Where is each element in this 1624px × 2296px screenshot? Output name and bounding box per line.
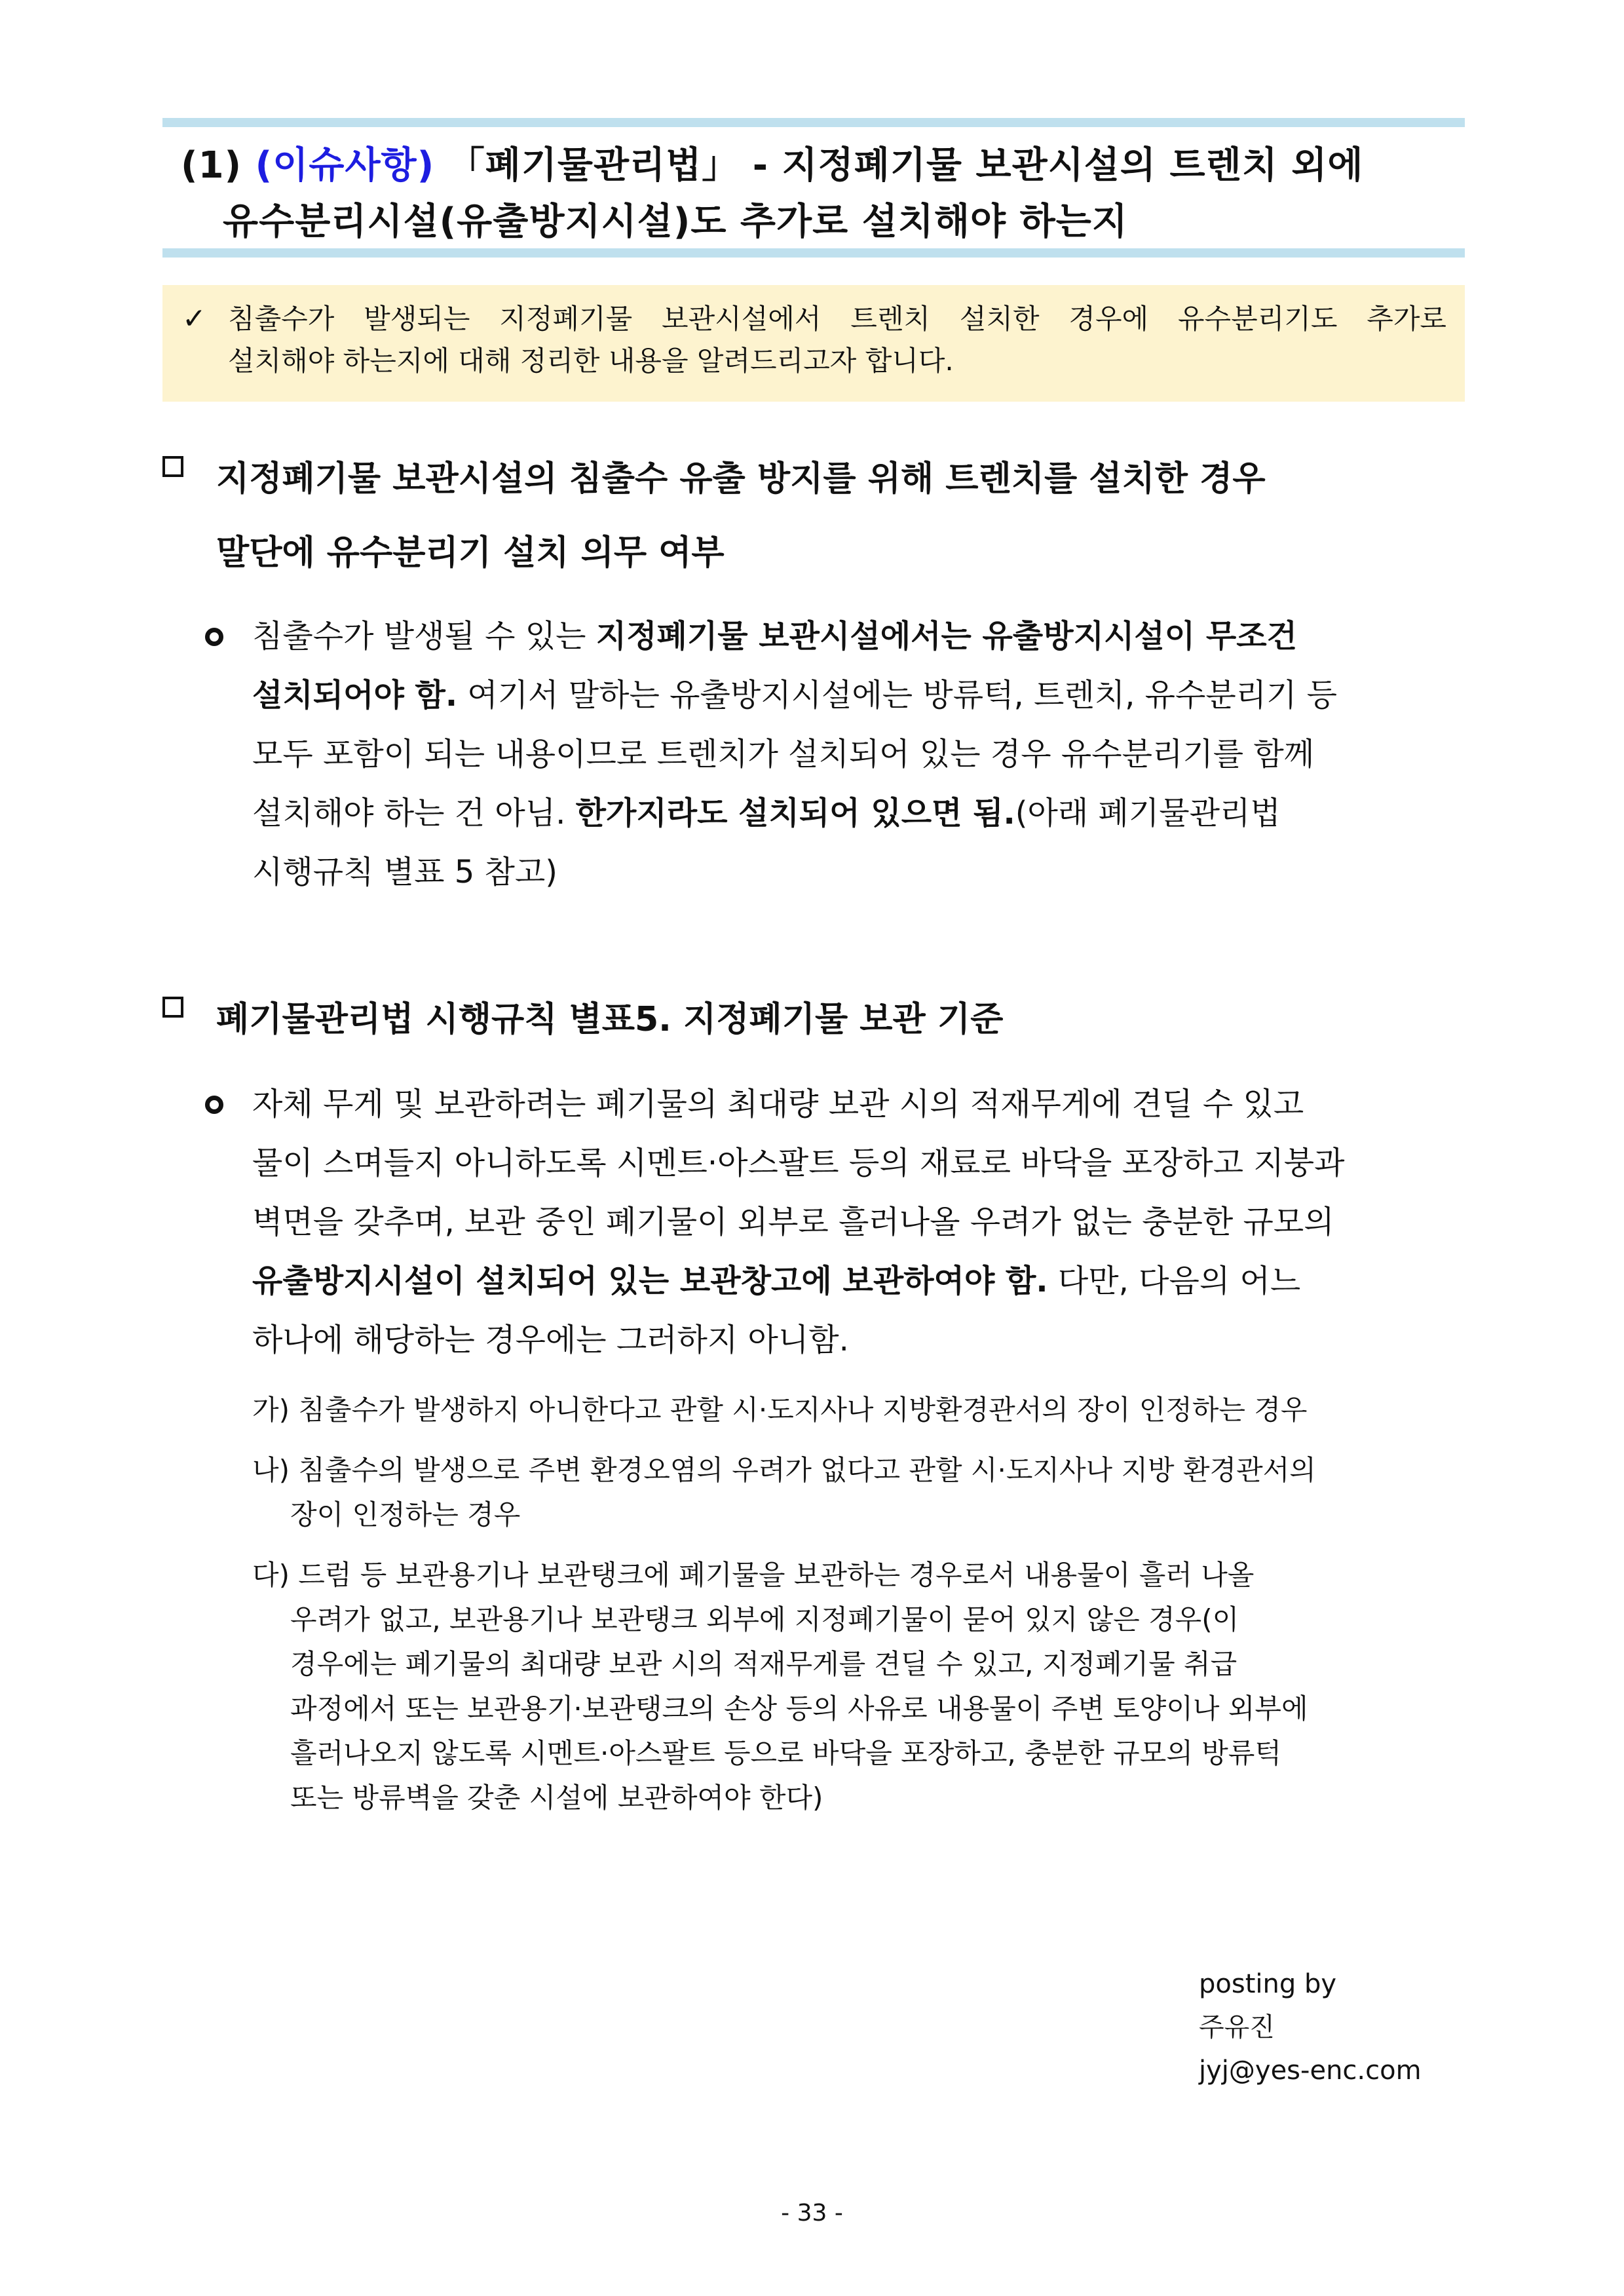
posting-credit	[1199, 1962, 1422, 2092]
title-line-2: 유수분리시설(유출방지시설)도 추가로 설치해야 하는지	[223, 201, 1128, 243]
section1-paragraph	[252, 607, 1464, 902]
circle-bullet-icon	[205, 1096, 223, 1114]
para-line: 설치되어야 함. 여기서 말하는 유출방지시설에는 방류턱, 트렌치, 유수분리기 등	[252, 677, 1338, 714]
sub-item-na: 나) 침출수의 발생으로 주변 환경오염의 우려가 없다고 관할 시·도지사나 지방 환경관서의 장이 인정하는 경우	[252, 1454, 1316, 1531]
sub-item-da: 다) 드럼 등 보관용기나 보관탱크에 폐기물을 보관하는 경우로서 내용물이 흘러 나올 우려가 없고, 보관용기나 보관탱크 외부에 지정폐기물이 묻어 있지 않은 경우(이 경우에는 폐기물의 최대량 보관 시의 적재무게를 견딜 수 있고, 지정폐기물 취급 과정에서 또는 보관용기·보관탱크의 손상 등의 사유로 내용물이 주변 토양이나 외부에 흘러나오지 않도록 시멘트·아스팔트 등으로 바닥을 포장하고, 충분한 규모의 방류턱 또는 방류벽을 갖춘 시설에 보관하여야 한다)	[252, 1559, 1308, 1814]
para-line: 벽면을 갖추며, 보관 중인 폐기물이 외부로 흘러나올 우려가 없는 충분한 규모의	[252, 1204, 1334, 1240]
issue-label: (이슈사항)	[255, 144, 435, 187]
intro-box	[162, 285, 1465, 402]
section2-heading: 폐기물관리법 시행규칙 별표5. 지정폐기물 보관 기준	[162, 991, 1003, 1041]
intro-line-2: 설치해야 하는지에 대해 정리한 내용을 알려드리고자 합니다.	[228, 345, 954, 377]
section1-heading-line-1: 지정폐기물 보관시설의 침출수 유출 방지를 위해 트렌치를 설치한 경우	[216, 459, 1266, 499]
section1-heading-line-2: 말단에 유수분리기 설치 의무 여부	[216, 533, 725, 573]
posting-label: posting by	[1199, 1969, 1337, 1999]
para-line: 침출수가 발생될 수 있는 지정폐기물 보관시설에서는 유출방지시설이 무조건	[252, 618, 1297, 655]
circle-bullet-icon	[205, 628, 223, 646]
title-line-1	[181, 136, 1363, 189]
author-name: 주유진	[1199, 2012, 1275, 2042]
square-bullet-icon	[162, 997, 183, 1018]
intro-line-1: 침출수가 발생되는 지정폐기물 보관시설에서 트렌치 설치한 경우에 유수분리기도 추가로	[228, 303, 1446, 335]
para-line: 모두 포함이 되는 내용이므로 트렌치가 설치되어 있는 경우 유수분리기를 함께	[252, 736, 1315, 773]
para-line: 설치해야 하는 건 아님. 한가지라도 설치되어 있으면 됨.(아래 폐기물관리법	[252, 795, 1281, 832]
page-number: - 33 -	[781, 2200, 843, 2227]
section2-paragraph	[252, 1075, 1464, 1369]
sub-item-ga: 가) 침출수가 발생하지 아니한다고 관할 시·도지사나 지방환경관서의 장이 인정하는 경우	[252, 1394, 1308, 1426]
title-text: 「폐기물관리법」 - 지정폐기물 보관시설의 트렌치 외에	[447, 144, 1364, 187]
check-icon: ✓	[182, 302, 206, 335]
para-line: 자체 무게 및 보관하려는 폐기물의 최대량 보관 시의 적재무게에 견딜 수 있고	[252, 1086, 1304, 1122]
para-line: 유출방지시설이 설치되어 있는 보관창고에 보관하여야 함. 다만, 다음의 어느	[252, 1263, 1301, 1299]
square-bullet-icon	[162, 456, 183, 477]
para-line: 시행규칙 별표 5 참고)	[252, 854, 557, 890]
title-box	[162, 118, 1465, 258]
para-line: 하나에 해당하는 경우에는 그러하지 아니함.	[252, 1322, 849, 1358]
para-line: 물이 스며들지 아니하도록 시멘트·아스팔트 등의 재료로 바닥을 포장하고 지붕과	[252, 1145, 1345, 1181]
section1-heading	[162, 451, 1466, 574]
title-number: (1)	[181, 144, 242, 187]
author-email[interactable]: jyj@yes-enc.com	[1199, 2056, 1422, 2086]
